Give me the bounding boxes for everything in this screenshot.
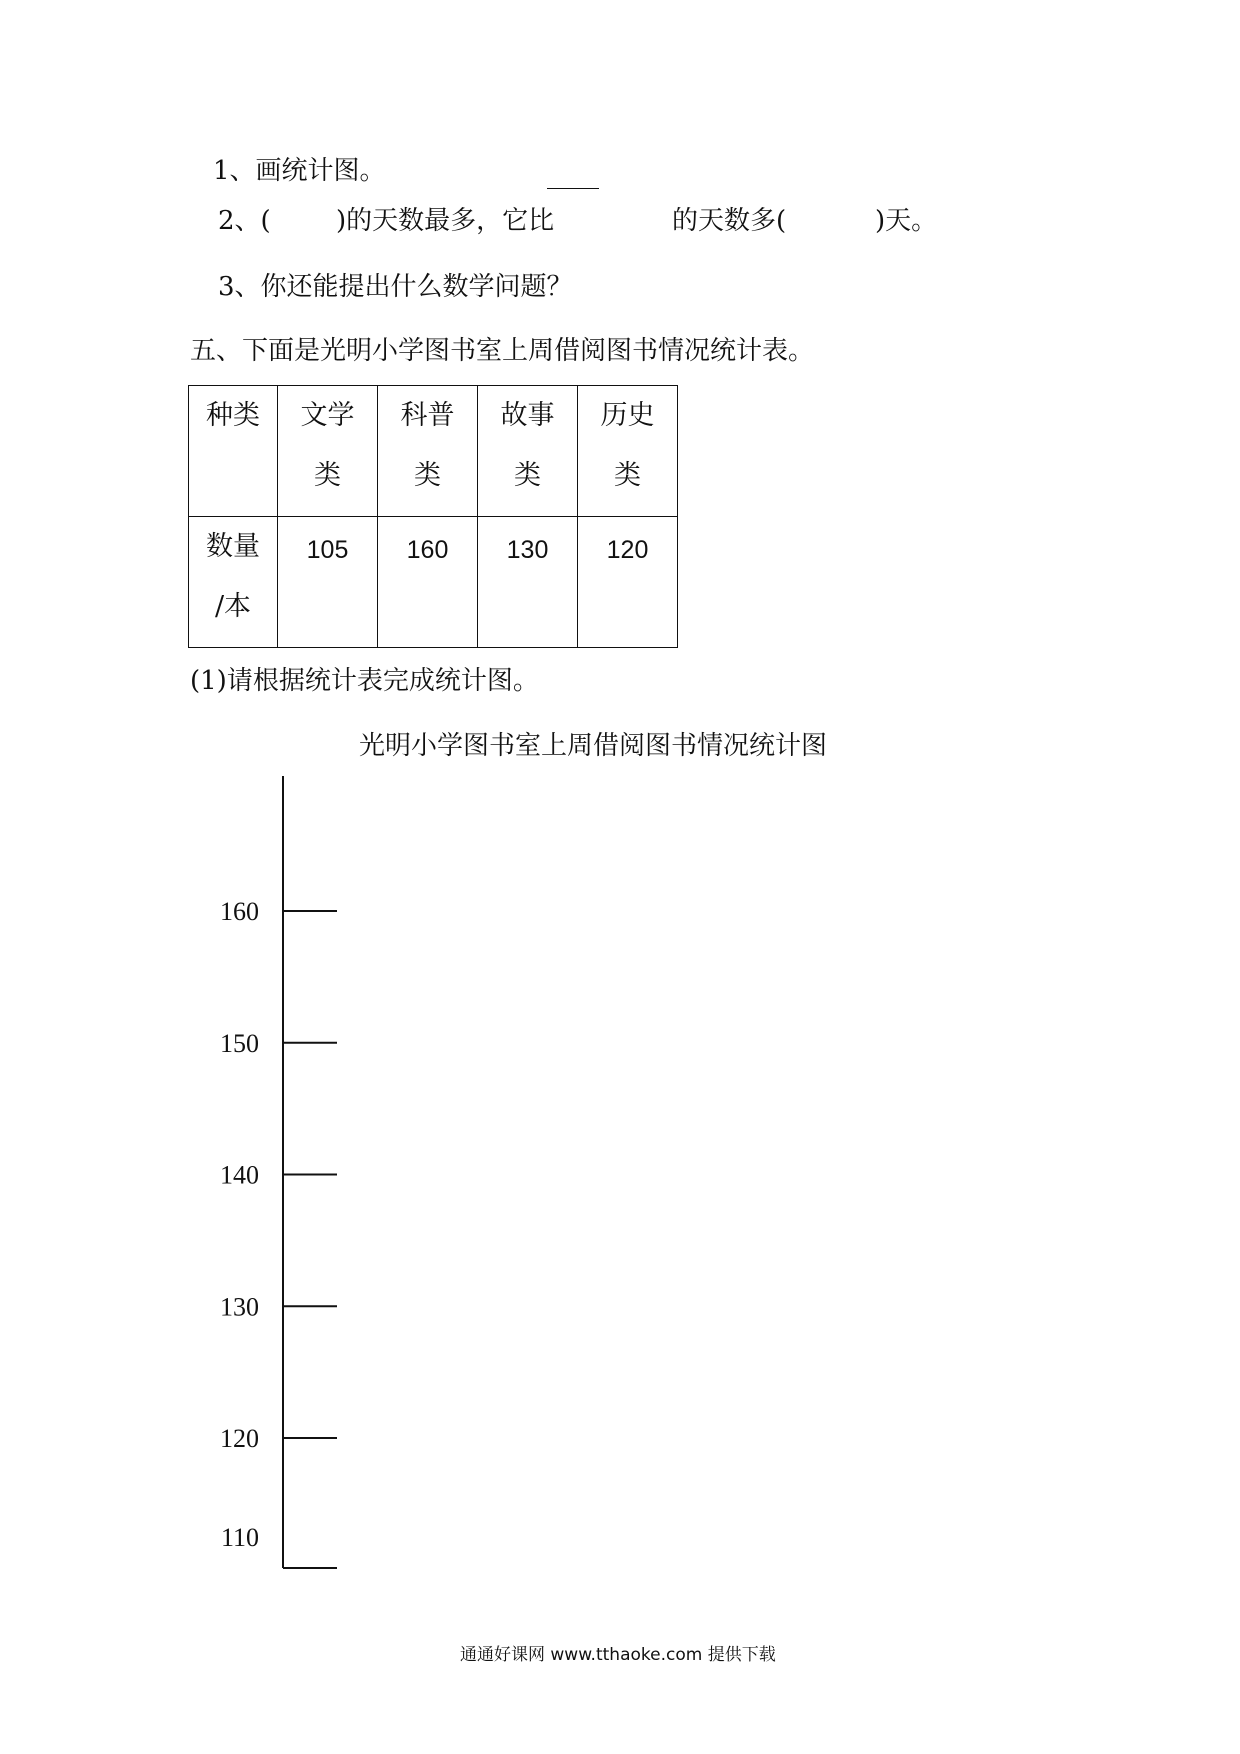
category-line1: 科普	[400, 400, 455, 431]
table-value: 160	[406, 536, 449, 564]
question-3: 3、你还能提出什么数学问题？	[218, 272, 573, 302]
y-tick-label: 130	[220, 1292, 259, 1322]
category-line2: 类	[314, 460, 341, 491]
section-5-title: 五、下面是光明小学图书室上周借阅图书情况统计表。	[190, 336, 815, 366]
sub-question-1: (1)请根据统计表完成统计图。	[190, 666, 539, 696]
table-value: 105	[306, 536, 349, 564]
row-label-line1: 数量	[206, 531, 260, 562]
question-1: 1、画统计图。	[213, 156, 386, 186]
category-line2: 类	[414, 460, 441, 491]
category-line1: 故事	[500, 400, 555, 431]
question-2-part3: 的天数多(	[672, 206, 787, 236]
y-axis-ticks	[220, 897, 337, 1568]
question-2-part2: )的天数最多，它比	[336, 206, 555, 236]
category-line1: 历史	[600, 400, 655, 431]
category-line1: 文学	[300, 400, 355, 431]
chart-title: 光明小学图书室上周借阅图书情况统计图	[359, 731, 828, 761]
table-value: 120	[606, 536, 649, 564]
question-2-part1: 2、(	[218, 206, 271, 236]
y-tick-label: 110	[220, 1523, 259, 1552]
y-tick-label: 150	[220, 1028, 259, 1058]
y-tick-label: 160	[220, 897, 259, 926]
row-label-line2: /本	[214, 591, 252, 622]
category-line2: 类	[614, 460, 641, 491]
table-value: 130	[506, 536, 549, 564]
y-tick-label: 120	[220, 1424, 259, 1453]
question-2-part4: )天。	[875, 206, 938, 236]
y-tick-label: 140	[220, 1160, 259, 1190]
footer-text: 通通好课网 www.tthaoke.com 提供下载	[460, 1645, 776, 1665]
table-header-label: 种类	[206, 400, 260, 431]
category-line2: 类	[514, 460, 541, 491]
